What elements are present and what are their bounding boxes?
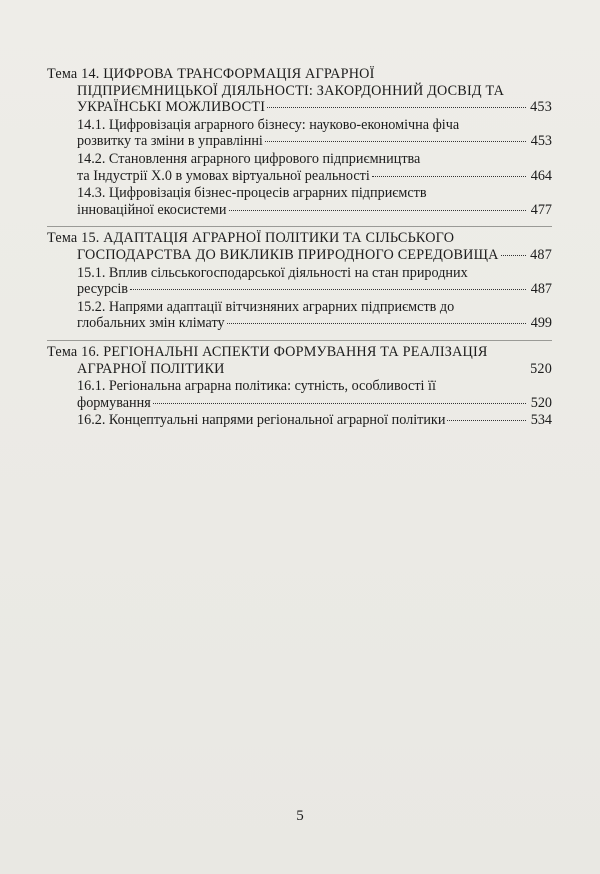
theme-heading-last: АГРАРНОЇ ПОЛІТИКИ 520 xyxy=(77,360,552,377)
leader-dots xyxy=(447,419,526,421)
toc-section-14-3: 14.3. Цифровізація бізнес-процесів аграрних підприємств інноваційної екосистеми 477 xyxy=(77,185,552,218)
toc-theme-14 xyxy=(47,66,552,218)
leader-dots xyxy=(372,175,526,177)
leader-gap xyxy=(227,368,526,370)
theme-heading: Тема 15. АДАПТАЦІЯ АГРАРНОЇ ПОЛІТИКИ ТА СІЛЬСЬКОГО xyxy=(47,230,455,247)
page-ref: 534 xyxy=(530,412,552,429)
divider xyxy=(47,226,552,227)
page-ref: 453 xyxy=(530,133,552,150)
toc-section-15-1: 15.1. Вплив сільськогосподарської діяльності на стан природних ресурсів 487 xyxy=(77,264,552,298)
toc-theme-15 xyxy=(47,226,552,332)
leader-dots xyxy=(501,254,526,256)
theme-heading: ПІДПРИЄМНИЦЬКОЇ ДІЯЛЬНОСТІ: ЗАКОРДОННИЙ ДОСВІД ТА xyxy=(77,82,505,99)
page-ref: 520 xyxy=(530,360,552,377)
leader-dots xyxy=(153,402,526,404)
theme-heading-last: ГОСПОДАРСТВА ДО ВИКЛИКІВ ПРИРОДНОГО СЕРЕДОВИЩА 487 xyxy=(77,246,552,263)
divider xyxy=(47,340,552,341)
theme-heading: Тема 14. ЦИФРОВА ТРАНСФОРМАЦІЯ АГРАРНОЇ xyxy=(47,66,375,82)
page-number: 5 xyxy=(296,808,304,824)
page-ref: 520 xyxy=(530,394,552,411)
theme-heading: Тема 16. РЕГІОНАЛЬНІ АСПЕКТИ ФОРМУВАННЯ ТА РЕАЛІЗАЦІЯ xyxy=(47,343,488,360)
page-ref: 487 xyxy=(530,246,552,263)
toc-section-16-2: 16.2. Концептуальні напрями регіональної аграрної політики 534 xyxy=(77,412,552,429)
leader-dots xyxy=(130,288,526,290)
table-of-contents xyxy=(47,66,552,429)
toc-section-14-2: 14.2. Становлення аграрного цифрового підприємництва та Індустрії Х.0 в умовах віртуальної реальності 464 xyxy=(77,150,552,184)
toc-section-14-1: 14.1. Цифровізація аграрного бізнесу: науково-економічна фіча розвитку та зміни в управлінні 453 xyxy=(77,116,552,150)
page-ref: 499 xyxy=(530,315,552,332)
toc-section-16-1: 16.1. Регіональна аграрна політика: сутність, особливості її формування 520 xyxy=(77,378,552,411)
leader-dots xyxy=(229,209,526,211)
leader-dots xyxy=(265,140,526,142)
toc-theme-16 xyxy=(47,340,552,429)
page-ref: 464 xyxy=(530,167,552,184)
toc-section-15-2: 15.2. Напрями адаптації вітчизняних аграрних підприємств до глобальних змін клімату 499 xyxy=(77,298,552,332)
leader-dots xyxy=(267,106,526,108)
page-ref: 477 xyxy=(530,201,552,218)
page-ref: 487 xyxy=(530,281,552,298)
leader-dots xyxy=(227,322,526,324)
theme-heading-last: УКРАЇНСЬКІ МОЖЛИВОСТІ 453 xyxy=(77,99,552,116)
page-ref: 453 xyxy=(530,99,552,116)
